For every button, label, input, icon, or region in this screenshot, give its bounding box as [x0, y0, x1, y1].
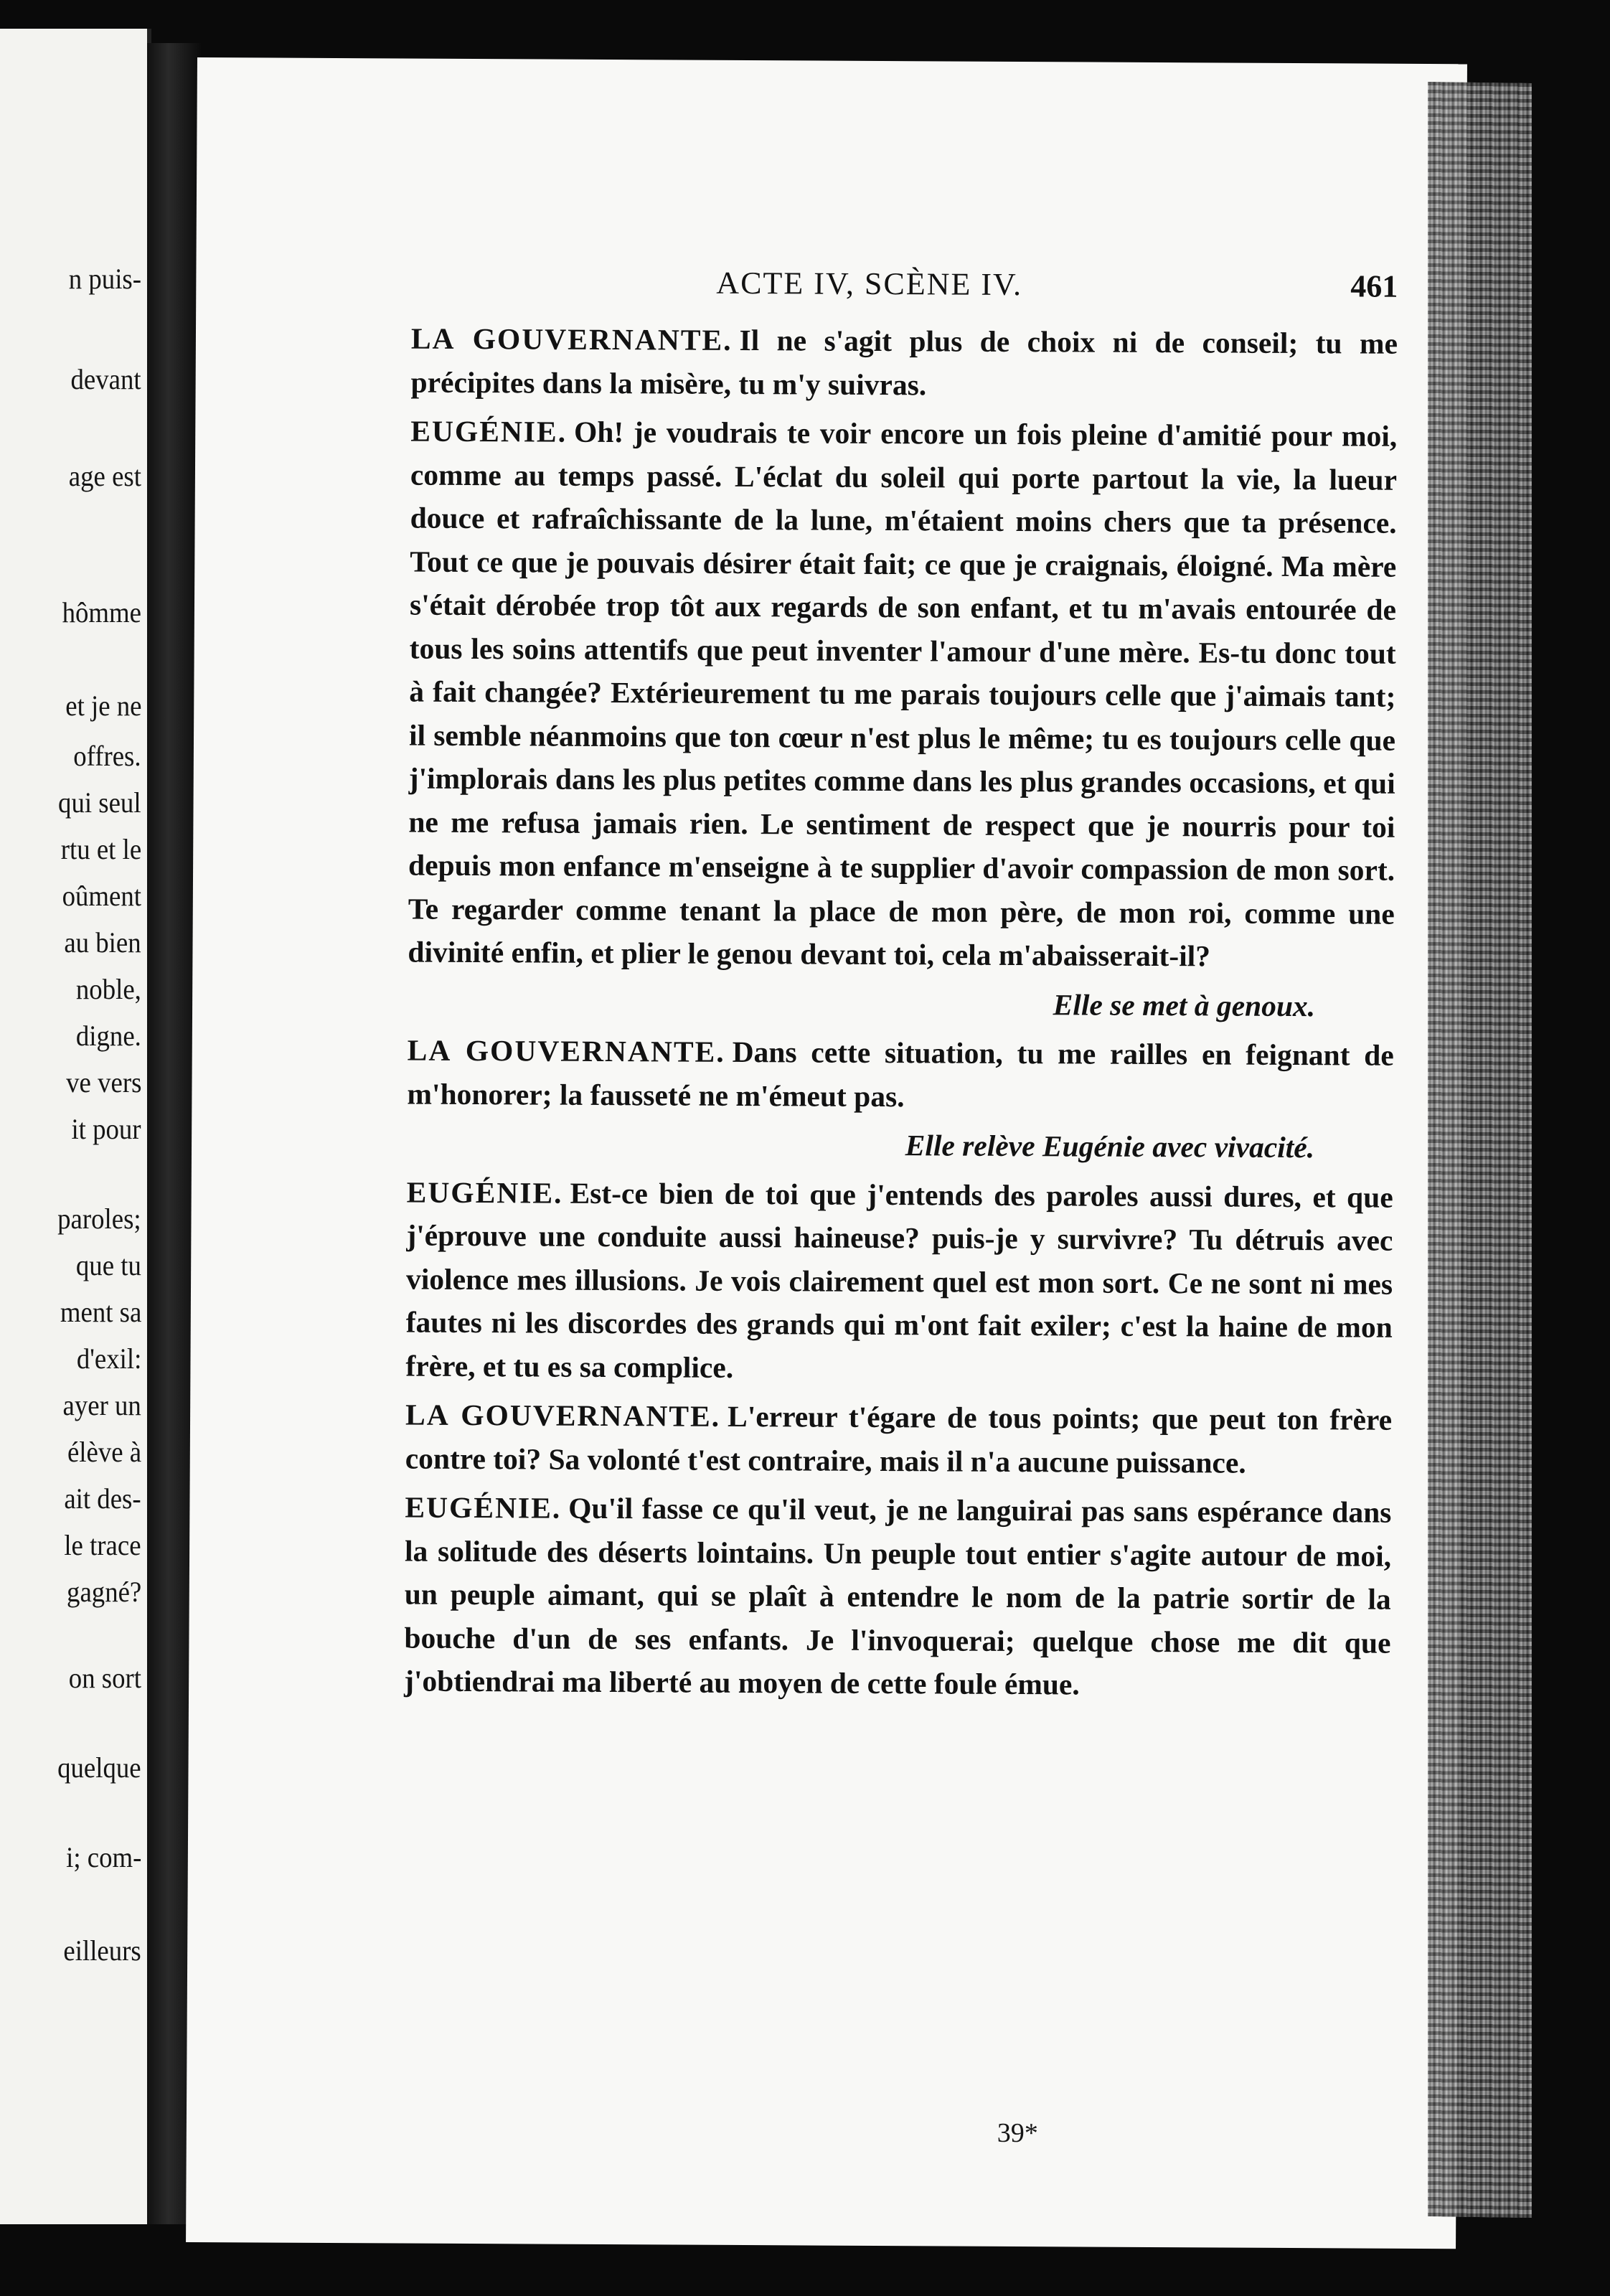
left-page-line: digne.: [76, 1020, 141, 1052]
speaker-name: EUGÉNIE.: [405, 1490, 562, 1525]
stage-direction: Elle relève Eugénie avec vivacité.: [905, 1129, 1315, 1165]
speech-paragraph: [405, 1170, 1393, 1393]
speech-text: Dans cette situation, tu me railles en feignant de m'honorer; la fausseté ne m'émeut pas.: [407, 1035, 1394, 1113]
left-page-fragment: [0, 29, 151, 2224]
left-page-line: paroles;: [57, 1203, 141, 1235]
left-page-line: ait des-: [64, 1482, 141, 1515]
left-page-line: noble,: [76, 973, 141, 1005]
left-page-line: age est: [68, 460, 141, 492]
speaker-name: EUGÉNIE.: [410, 414, 568, 448]
speaker-name: LA GOUVERNANTE.: [405, 1398, 721, 1433]
speaker-name: EUGÉNIE.: [406, 1175, 563, 1210]
page-number: 461: [1350, 268, 1398, 304]
text-column: [404, 263, 1398, 1701]
left-page-line: devant: [70, 363, 141, 395]
left-page-line: ment sa: [60, 1296, 141, 1328]
page-edges: [1428, 82, 1532, 2218]
speech-paragraph: [410, 317, 1398, 409]
left-page-line: quelque: [57, 1751, 141, 1784]
left-page-line: n puis-: [68, 263, 141, 295]
speech-text: Oh! je voudrais te voir encore un fois pleine d'amitié pour moi, comme au temps passé. L'éclat du soleil qui porte partout la vie, la lueur douce et rafraîchissante de la lune, m'étaient moins chers que ta présence. Tout ce que je pouvais désirer était fait; ce que je craignais, éloigné. Ma mère s'était dérobée trop tôt aux regards de son enfant, et tu m'avais entourée de tous les soins attentifs que peut inventer l'amour d'une mère. Es-tu donc tout à fait changée? Extérieurement tu me parais toujours celle que j'aimais tant; il semble néanmoins que ton cœur n'est plus le même; tu es toujours celle que j'implorais dans les plus petites comme dans les plus grandes occasions, et qui ne me refusa jamais rien. Le sentiment de respect que je nourris pour toi depuis mon enfance m'enseigne à te supplier d'avoir compassion de mon sort. Te regarder comme tenant la place de mon père, de mon roi, comme une divinité enfin, et plier le genou devant toi, cela m'abaisserait-il?: [408, 415, 1398, 973]
stage-direction: Elle se met à genoux.: [1053, 987, 1316, 1022]
signature-mark: 39*: [997, 2117, 1038, 2149]
left-page-line: hômme: [62, 596, 141, 629]
speaker-name: LA GOUVERNANTE.: [407, 1033, 725, 1068]
speech-paragraph: [405, 1393, 1393, 1485]
left-page-line: rtu et le: [60, 833, 141, 865]
speech-paragraph: [408, 410, 1397, 979]
left-page-line: i; com-: [65, 1841, 141, 1873]
speaker-name: LA GOUVERNANTE.: [410, 321, 733, 357]
speech-text: Il ne s'agit plus de choix ni de conseil; tu me précipites dans la misère, tu m'y suivras.: [410, 323, 1398, 401]
left-page-line: qui seul: [58, 786, 141, 819]
right-page: [186, 57, 1467, 2249]
running-title: ACTE IV, SCÈNE IV.: [716, 265, 1023, 303]
left-page-line: it pour: [71, 1113, 141, 1145]
speech-paragraph: [404, 1486, 1392, 1708]
page-body: [404, 317, 1398, 1708]
left-page-line: et je ne: [65, 690, 141, 722]
speech-text: L'erreur t'égare de tous points; que peut ton frère contre toi? Sa volonté t'est contraire, mais il n'a aucune puissance.: [405, 1399, 1393, 1479]
left-page-line: oûment: [62, 880, 141, 912]
left-page-line: eilleurs: [63, 1934, 141, 1967]
left-page-line: gagné?: [66, 1576, 141, 1608]
left-page-line: offres.: [73, 740, 141, 772]
speech-text: Qu'il fasse ce qu'il veut, je ne languirai pas sans espérance dans la solitude des déserts lointains. Un peuple tout entier s'agite autour de moi, un peuple aimant, qui se plaît à entendre le nom de la patrie sortir de la bouche d'un de ses enfants. Je l'invoquerai; quelque chose me dit que j'obtiendrai ma liberté au moyen de cette foule émue.: [404, 1491, 1392, 1701]
left-page-line: ayer un: [62, 1389, 141, 1421]
left-page-line: que tu: [76, 1249, 141, 1281]
left-page-line: on sort: [68, 1662, 141, 1694]
left-page-line: d'exil:: [76, 1342, 141, 1375]
left-page-line: au bien: [64, 926, 141, 959]
left-page-line: le trace: [64, 1529, 141, 1561]
speech-paragraph: [407, 1029, 1394, 1121]
speech-text: Est-ce bien de toi que j'entends des paroles aussi dures, et que j'éprouve une conduite aussi haineuse? puis-je y survivre? Tu détruis avec violence mes illusions. Je vois clairement quel est mon sort. Ce ne sont ni mes fautes ni les discordes des grands qui m'ont fait exiler; c'est la haine de mon frère, et tu es sa complice.: [405, 1176, 1393, 1384]
page-header: [411, 263, 1398, 311]
left-page-line: élève à: [67, 1436, 141, 1468]
left-page-line: ve vers: [65, 1066, 141, 1098]
